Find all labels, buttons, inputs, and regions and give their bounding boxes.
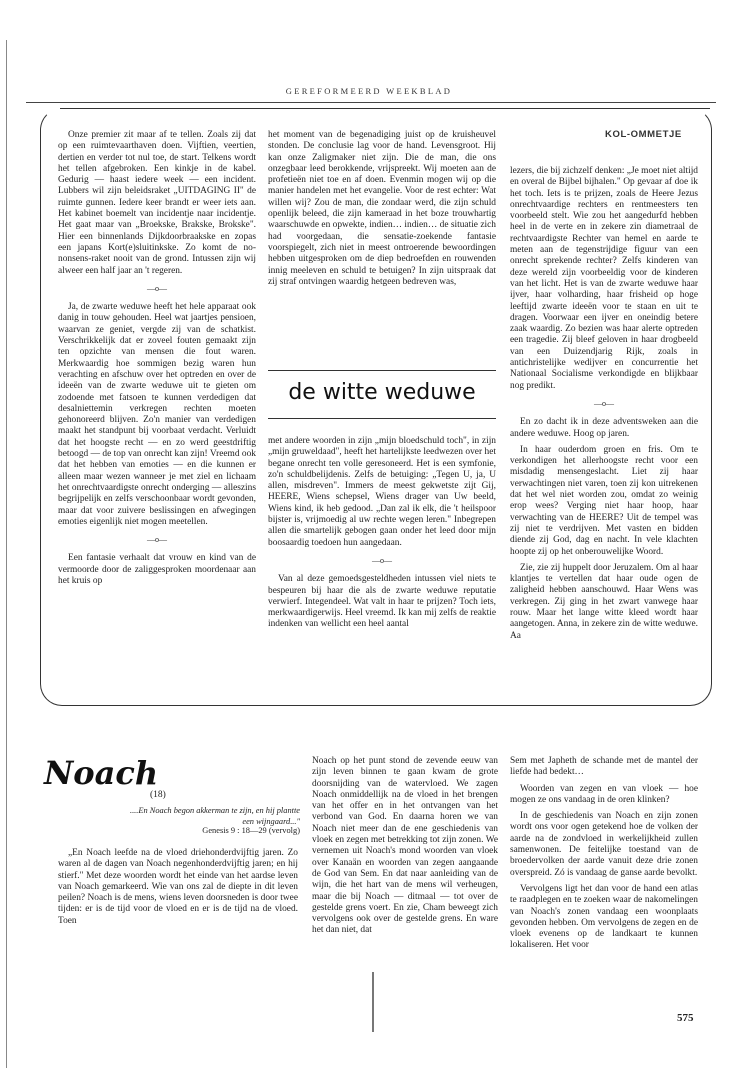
article-title: de witte weduwe [288,380,476,405]
article-column-3 [510,166,698,647]
paragraph: Ja, de zwarte weduwe heeft het hele apparaat ook danig in touw gehouden. Heel wat jaartjes pensioen, waarvan ze geniet, vergde zij van de schatkist. Verschrikkelijk dat er zoveel fouten gemaakt zijn ten opzichte van mensen die fout waren. Merkwaardig hoe sommigen bezig waren hun verachting en afschuw over het optreden en over de ideeën van de zwarte weduwe uit te gieten om zodoende met fatsoen te kunnen verdedigen dat desalniettemin verkregen rechten moeten gehonoreerd blijven. Zo'n manier van verdedigen maakt het standpunt bij voorbaat verdacht. Verluidt dat het hoogste recht — en zo werd geestdriftig betoogd — de top van onrecht kan zijn! Vreemd ook dat het hebben van emoties — en die kunnen er alleen maar wezen wanneer je met ziel en lichaam het onrechtvaardigste onrecht onderging — alleszins begrijpelijk en zelfs verschoonbaar wordt gevonden, maar dat voor zuivere beslissingen en afwegingen emoties eigenlijk niet mogen meetellen. [58,302,256,527]
paragraph: Woorden van zegen en van vloek — hoe mogen ze ons vandaag in de oren klinken? [510,783,698,805]
article-column-2-bottom [268,436,496,636]
paragraph: Sem met Japheth de schande met de mantel der liefde had bedekt… [510,756,698,778]
noach-installment-number: (18) [150,790,166,800]
noach-column-1 [58,848,298,932]
noach-epigraph: ....En Noach begon akkerman te zijn, en hij plantte een wijngaard..." [129,806,300,826]
article-column-2-top [268,130,496,293]
column-frame-top [60,108,710,109]
binding-mark [372,972,374,1032]
noach-column-3 [510,756,698,957]
page-left-edge [6,40,7,1068]
paragraph: In de geschiedenis van Noach en zijn zonen wordt ons voor ogen getekend hoe de volken der aarde na de zondvloed in werkelijkheid zullen samenwonen. De feitelijke toestand van de broedervolken der aarde vanuit deze drie zonen overspreid. Zó is vandaag de ganse aarde bevolkt. [510,811,698,878]
paragraph: „En Noach leefde na de vloed driehonderdvijftig jaren. Zo waren al de dagen van Noach negenhonderdvijftig jaren; en hij stierf." Met deze woorden wordt het einde van het aardse leven van Noach gemarkeerd. Wie van ons zal de diepte in dit leven peilen? Noach is de mens, wiens leven doorsneden is door twee tijden: er is de tijd voor de vloed en er is de tijd na de vloed. Toen [58,848,298,926]
paragraph: Vervolgens ligt het dan voor de hand een atlas te raadplegen en te zoeken waar de nakomelingen van Noach's zonen vandaag een woonplaats gevonden hebben. Om vervolgens de zegen en de vloek evenens op de landkaart te kunnen lokaliseren. Het voor [510,883,698,951]
page-number: 575 [677,1012,694,1024]
paragraph: Een fantasie verhaalt dat vrouw en kind van de vermoorde door de zaliggesproken moordenaar aan het kruis op [58,553,256,586]
paragraph: In haar ouderdom groen en fris. Om te verkondigen het allerhoogste recht voor een misdadig mensengeslacht. Liet zij haar verwachtingen niet varen, toen zij kon uitrekenen dat het wel niet worden zou, omdat zo weinig erop wees? Verging niet haar hoop, haar verwachting van de HEERE? Uit de tempel was zij niet te verdrijven. Met vasten en bidden diende zij God, dag en nacht. In vele klachten hoopte zij op het onberouwelijke Woord. [510,444,698,557]
separator: —o— [594,398,614,408]
header-rule [26,102,716,103]
separator: —o— [372,555,392,565]
article-title-box [268,370,496,430]
noach-heading: Noach [44,754,159,792]
noach-column-2 [312,756,498,942]
separator: —o— [147,535,167,545]
separator: —o— [147,283,167,293]
paragraph: het moment van de begenadiging juist op de kruisheuvel stonden. De conclusie lag voor de hand. Levensgroot. Hij kan onze Zaligmaker niet zijn. Die de man, die ons onzegbaar leed berokkende, vrijspreekt. Wij moeten aan de profetieën niet toe en af doen. Evenmin mogen wij op die manier handelen met het evangelie. Voor de rest echter: Wat willen wij? Zou de man, die zondaar werd, die zijn schuld openlijk beleed, die zijn kameraad in het boze trouwhartig waarschuwde en opwekte, indien… indien… de situatie zich had voorgedaan, die sensatie-zoekende fantasie voorspiegelt, zich niet in meest ontroerende bewoordingen hebben uitgesproken om de diep bedroefden en rouwenden innig meeleven en schuld te betuigen? In zijn uitspraak dat zij straf ontvingen waardig hetgeen bedreven was, [268,130,496,287]
paragraph: lezers, die bij zichzelf denken: „Je moet niet altijd en overal de Bijbel bijhalen." Op gevaar af doe ik het toch. Iets is te prijzen, zoals de Heere Jezus onrechtvaardige rechters en rentmeesters ten voorbeeld stelt. Wie zou het aangedurfd hebben heel in de verte en in zekere zin diametraal de rechtvaardigste Rechter van hemel en aarde te meten aan de tegenstrijdige figuur van een onrecht sprekende rechter? Zelfs kinderen van deze wereld zijn voorbeeldig voor de kinderen van het licht. Het is van de zwarte weduwe haar ijver, haar volharding, haar frisheid op hoge leeftijd zwarte ideeën voor te staan en uit te dragen. Voorwaar een ijver en oneindig betere zaak waardig. Zo bezien was haar alerte optreden een tragedie. Zij bleef geloven in haar drogbeeld van een Duizendjarig Rijk, zoals in antichristelijke wedijver en concurrentie het Nationaal Socialisme verkondigde en blijkbaar nog predikt. [510,166,698,391]
paragraph: En zo dacht ik in deze adventsweken aan die andere weduwe. Hoog op jaren. [510,417,698,439]
running-header: GEREFORMEERD WEEKBLAD [285,86,453,96]
paragraph: Van al deze gemoedsgesteldheden intussen viel niets te bespeuren bij haar die als de zwarte weduwe reputatie verwierf. Integendeel. Wat valt in haar te prijzen? Toch iets, merkwaardigerwijs. Heel vreemd. Ik kan mij zelfs de reaktie indenken van wellicht een heel aantal [268,574,496,630]
title-rule-top [268,370,496,371]
paragraph: Noach op het punt stond de zevende eeuw van zijn leven binnen te gaan kwam de grote doorsnijding van de watervloed. We zagen Noach onmiddellijk na de vloed in het brengen van het offer en in het ontvangen van het verbond van God. En daarna horen we van Noach niet meer dan de ene geschiedenis van vloek en zegen met betrekking tot zijn zonen. We vernemen uit Noach's mond woorden van vloek over Kanaän en woorden van zegen aangaande de God van Sem. En dat naar aanleiding van de wijn, die het hart van de mens wil verheugen, maar die bij Noach — ditmaal — tot over de gestelde grens voert. En zie, Cham beweegt zich vervolgens ook over de gestelde grens. En ware het dan niet, dat [312,756,498,936]
paragraph: Onze premier zit maar af te tellen. Zoals zij dat op een ruimtevaarthaven doen. Vijftien, veertien, dertien en verder tot nul toe, de start. Telkens wordt het tellen afgebroken. Een kinkje in de kabel. Gedurig — haast iedere week — een incident. Lubbers wil zijn beleidsraket „UITDAGING II" de ruimte gunnen. Iedere keer brandt er weer iets aan. Het kabinet boemelt van incidentje naar incidentje. Het gaat maar van „Broekske, Brakske, Brokske". Hier een binnenlands Dijkdoorbraakske en zopas een japans Kort(e)sluitinkske. Zo komt de no-nonsens-raket nooit van de grond. Intussen zijn wij alweer een half jaar an 't regeren. [58,130,256,276]
paragraph: Zie, zie zij huppelt door Jeruzalem. Om al haar klantjes te vertellen dat haar oude ogen de zaligheid hebben aanschouwd. Haar Wens was verkregen. Zij ging in het zwart vanwege haar rouw. Maar het lange witte kleed wordt haar aangetogen. Anna, in zekere zin de witte weduwe. Aa [510,562,698,641]
paragraph: met andere woorden in zijn „mijn bloedschuld toch", in zijn „mijn gruweldaad", heeft het hartelijkste leedwezen over het begane onrecht ten volle geresoneerd. Het is een symfonie, zo'n schuldbelijdenis. Zelfs de betuiging: „Tegen U, ja, U allen, misdreven". Immers de meest gekwetste zijt Gij, HEERE, Wiens schepsel, Wiens drager van Uw beeld, Wiens kind, ik heb gedood. „Dan zal ik elk, die 't heilspoor bijster is, vrijmoedig al uw rechte wegen leren." Inbegrepen allen die smartelijk gebogen gaan onder het leed door mijn boosaardig toedoen hun aangedaan. [268,436,496,548]
noach-bible-reference: Genesis 9 : 18—29 (vervolg) [202,826,300,835]
column-label: KOL-OMMETJE [605,129,682,140]
article-column-1 [58,130,256,592]
title-rule-bottom [268,418,496,419]
